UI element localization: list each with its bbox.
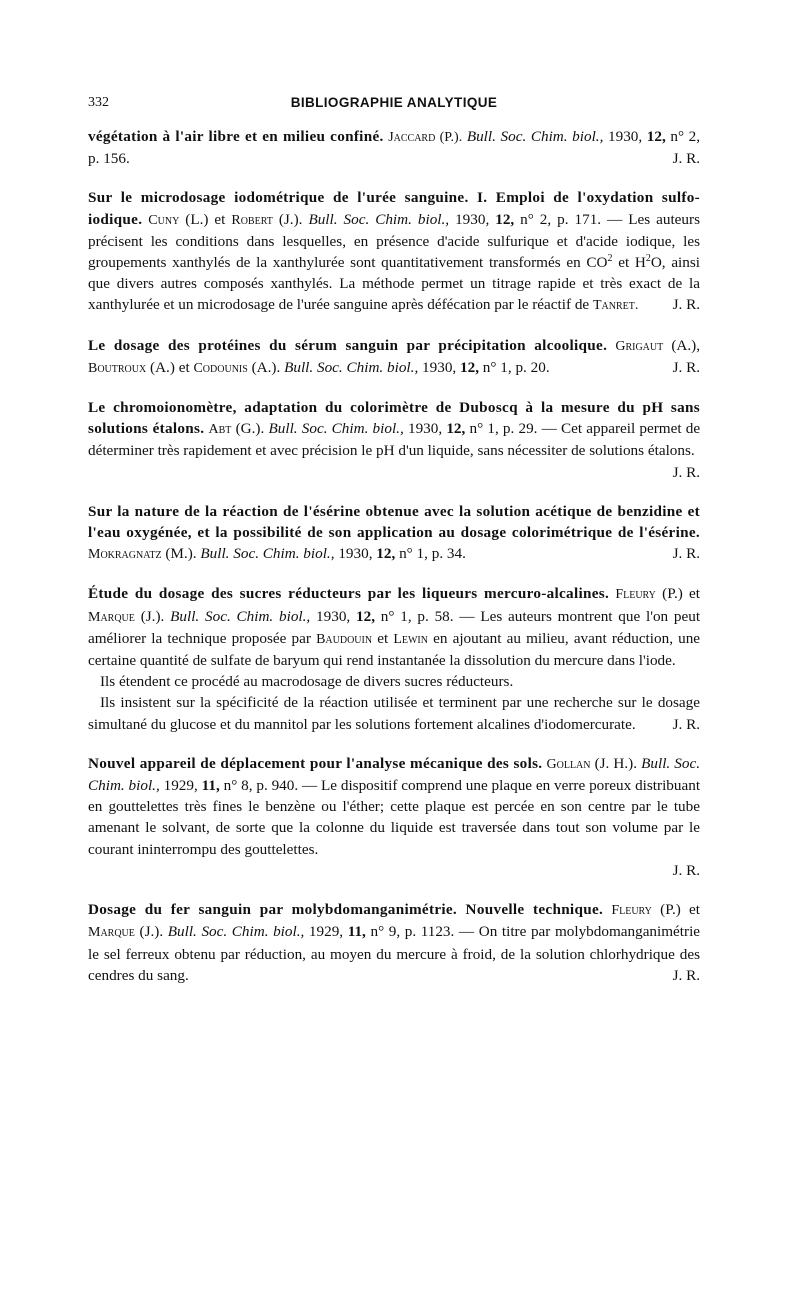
entry-title: végétation à l'air libre et en milieu confiné. — [88, 128, 384, 145]
entry-signature: J. R. — [672, 715, 700, 733]
entry-author-initials: (J.). — [139, 923, 164, 941]
entry-author: Gollan — [546, 756, 591, 772]
entry-issue: n° 8, p. 940. — — [223, 777, 318, 795]
entry-author-initials: (A.), — [671, 336, 701, 354]
entry-title: Le dosage des protéines du sérum sanguin par précipitation alcoolique. — [88, 336, 608, 354]
entry-abstract: Les auteurs précisent les conditions dans lesquelles, en présence d'acide sulfurique et d'acide iodique, les groupements xanthylés de la xanthylurée sont quantitativement transformés en $CO^2$ et $H^2O$, ainsi que divers autres composés xanthylés. La méthode permet un titrage rapide et très exact de la xanthylurée et un microdosage de l'urée sanguine après défécation par le réactif de — [88, 210, 700, 314]
entry-year: 1930, — [316, 607, 351, 625]
entry-author-initials: (G.). — [235, 420, 265, 438]
entry-issue: n° 1, p. 29. — — [469, 420, 557, 438]
entry-author: Codounis — [193, 360, 248, 376]
entry-signature: J. R. — [672, 861, 700, 879]
entry-volume: 11, — [201, 777, 220, 795]
bibliography-entry — [88, 753, 700, 881]
bibliography-entry — [88, 583, 700, 734]
bibliography-entry — [88, 501, 700, 566]
cited-author: Lewin — [393, 631, 428, 647]
entry-volume: 11, — [347, 923, 366, 941]
entry-year: 1930, — [608, 128, 643, 145]
entry-author-initials: (L.) et — [185, 210, 226, 228]
entry-issue: n° 1, p. 20. — [482, 358, 550, 376]
entry-signature: J. R. — [672, 463, 700, 481]
entry-journal: Bull. Soc. Chim. biol., — [200, 545, 335, 563]
entry-author-initials: (A.) et — [150, 358, 190, 376]
page-number: 332 — [88, 95, 109, 110]
entry-author-initials: (J.). — [140, 607, 165, 625]
entry-journal: Bull. Soc. Chim. biol., — [284, 358, 419, 376]
entry-issue: n° 2, p. 156. — [88, 128, 701, 168]
entry-author: Jaccard (P.). — [388, 130, 463, 145]
entry-author-initials: (J.). — [278, 210, 303, 228]
entry-title: Le chromoionomètre, adaptation du colorimètre de Duboscq à la mesure du pH sans solutions étalons. — [88, 399, 700, 438]
bibliography-entry — [88, 126, 700, 169]
entry-issue: n° 2, p. 171. — — [520, 210, 623, 228]
entry-signature: J. R. — [672, 358, 700, 376]
entry-paragraph: Ils insistent sur la spécificité de la réaction utilisée et terminent par une recherche sur le dosage simultané du glucose et du mannitol par les solutions fortement alcalines d'iodomercurate. — [88, 694, 700, 733]
entry-volume: 12, — [646, 128, 666, 145]
entry-volume: 12, — [495, 210, 515, 228]
entry-year: 1929, — [163, 777, 198, 795]
entry-author: Grigaut — [615, 338, 664, 354]
running-title: BIBLIOGRAPHIE ANALYTIQUE — [290, 95, 498, 110]
entry-author-initials: (M.). — [165, 545, 197, 563]
entry-abstract: On titre par molybdomanganimétrie le sel ferreux obtenu par réduction, au moyen du mercure à froid, de la solution chlorhydrique des cendres du sang. — [88, 923, 701, 984]
entry-signature: J. R. — [672, 545, 700, 563]
entry-author: Mokragnatz — [88, 547, 162, 563]
entry-signature: J. R. — [672, 150, 700, 168]
entry-year: 1930, — [407, 420, 443, 438]
entry-author-initials: (P.) et — [660, 901, 701, 919]
entry-year: 1929, — [308, 923, 344, 941]
entry-journal: Bull. Soc. Chim. biol., — [170, 607, 311, 625]
entry-abstract: Les auteurs montrent que l'on peut améliorer la technique proposée par — [88, 607, 701, 647]
entry-abstract: et — [377, 629, 389, 647]
entry-issue: n° 1, p. 58. — — [380, 607, 475, 625]
entry-title: Sur la nature de la réaction de l'ésérine obtenue avec la solution acétique de benzidine et l'eau oxygénée, et la possibilité de son application au dosage colorimétrique de l'ésérine. — [88, 502, 700, 542]
entry-author: Cuny — [148, 212, 180, 228]
entry-author: Abt — [208, 422, 232, 438]
entry-abstract: Le dispositif comprend une plaque en verre poreux distribuant en gouttelettes très fines le benzène ou l'éther; cette plaque est percée en son centre par le tube amenant le solvant, de sorte que la colonne du liquide est traversée dans tout son volume par le courant ininterrompu des gouttelettes. — [88, 777, 701, 858]
entry-year: 1930, — [338, 545, 373, 563]
entry-author: Marque — [88, 925, 135, 941]
bibliography-entry — [88, 335, 700, 379]
entry-issue: n° 9, p. 1123. — — [370, 923, 475, 941]
entry-journal: Bull. Soc. Chim. biol., — [466, 128, 604, 145]
running-header — [88, 92, 700, 116]
entry-year: 1930, — [422, 358, 457, 376]
entry-signature: J. R. — [672, 966, 700, 984]
entry-author: Fleury — [615, 587, 656, 603]
entry-title: Sur le microdosage iodométrique de l'urée sanguine. I. Emploi de l'oxydation sulfo-iodique. — [88, 189, 700, 228]
entry-author: Marque — [88, 609, 135, 625]
entry-reagent-name: Tanret. — [592, 298, 639, 314]
entry-author-initials: (P.) et — [662, 585, 701, 603]
entry-journal: Bull. Soc. Chim. biol., — [268, 420, 404, 438]
cited-author: Baudouin — [316, 631, 373, 647]
entry-volume: 12, — [460, 358, 479, 376]
entry-paragraph: Ils étendent ce procédé au macrodosage de divers sucres réducteurs. — [100, 673, 514, 691]
entry-volume: 12, — [356, 607, 375, 625]
entry-author: Robert — [231, 212, 273, 228]
entry-volume: 12, — [376, 545, 396, 563]
entry-title: Étude du dosage des sucres réducteurs par les liqueurs mercuro-alcalines. — [88, 585, 610, 603]
bibliography-entry — [88, 899, 700, 986]
entry-title: Dosage du fer sanguin par molybdomanganimétrie. Nouvelle technique. — [88, 901, 604, 919]
entry-author-initials: (A.). — [251, 358, 281, 376]
journal-page — [88, 92, 700, 1004]
entry-author: Fleury — [611, 903, 652, 919]
entry-journal: Bull. Soc. Chim. biol., — [167, 923, 305, 941]
entry-abstract: en ajoutant au milieu, avant réduction, une certaine quantité de sulfate de baryum qui rend instantanée la dissolution du mercure dans l'iode. — [88, 629, 701, 670]
entry-year: 1930, — [455, 210, 490, 228]
entry-author-initials: (J. H.). — [594, 754, 638, 772]
entry-volume: 12, — [446, 420, 466, 438]
entry-abstract: Cet appareil permet de déterminer très rapidement et avec précision le pH d'un liquide, sans nécessiter de solutions étalons. — [88, 420, 701, 460]
entry-journal: Bull. Soc. Chim. biol., — [88, 754, 701, 795]
bibliography-entry — [88, 397, 700, 483]
entry-title: Nouvel appareil de déplacement pour l'analyse mécanique des sols. — [88, 754, 543, 772]
entry-author: Boutroux — [88, 360, 147, 376]
bibliography-entry — [88, 187, 700, 316]
entry-journal: Bull. Soc. Chim. biol., — [308, 210, 450, 228]
entry-signature: J. R. — [672, 296, 700, 314]
entry-issue: n° 1, p. 34. — [399, 545, 466, 563]
